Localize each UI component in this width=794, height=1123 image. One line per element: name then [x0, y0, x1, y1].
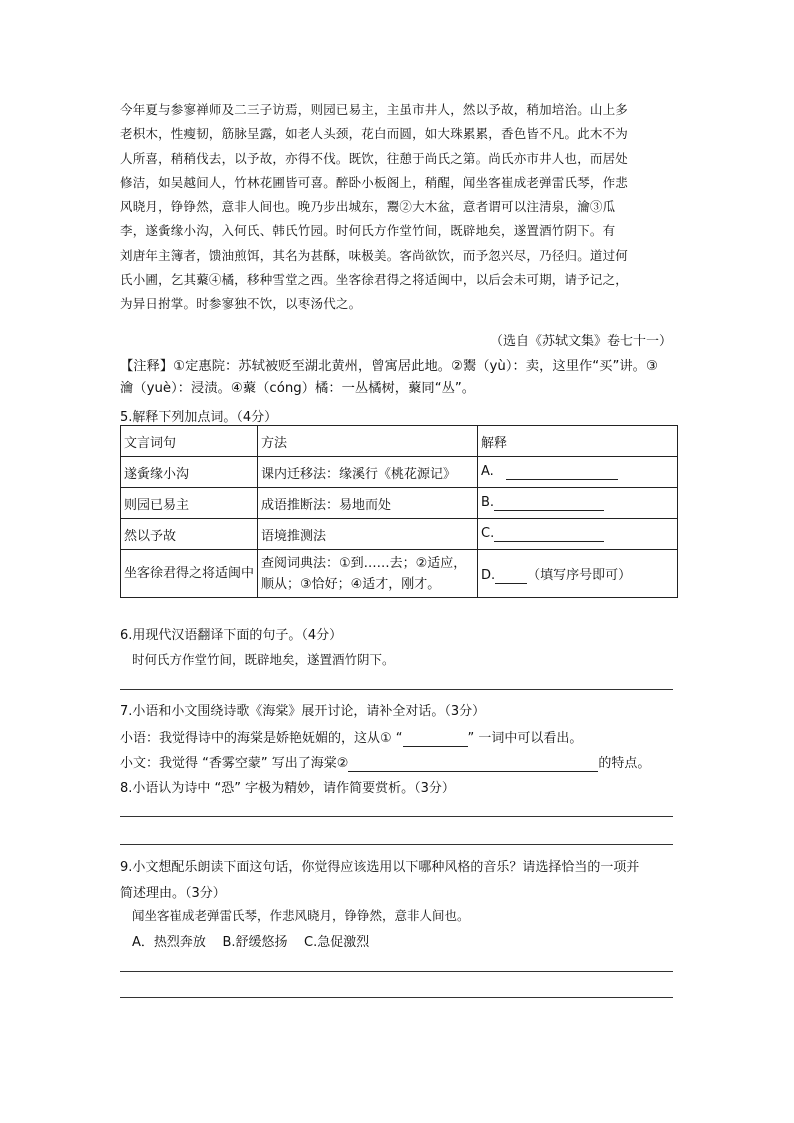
header-phrase: 文言词句 — [121, 426, 258, 457]
answer-label: B. — [481, 495, 495, 510]
question-9-options — [132, 931, 369, 950]
answer-note: （填写序号即可） — [527, 567, 632, 583]
answer-blank-a[interactable] — [506, 464, 618, 480]
answer-line-q9-2[interactable] — [120, 997, 673, 998]
row-phrase: 遂夤缘小沟 — [121, 457, 258, 488]
q7-line2-suffix: 的特点。 — [598, 756, 651, 771]
question-7-line-1 — [120, 727, 582, 747]
question-9-sentence: 闻坐客崔成老弹雷氏琴，作悲风晓月，铮铮然，意非人间也。 — [132, 908, 470, 923]
passage-line: 李，遂夤缘小沟，入何氏、韩氏竹园。时何氏方作堂竹间，既辟地矣，遂置酒竹阴下。有 — [120, 223, 616, 239]
answer-blank-d[interactable] — [495, 568, 527, 584]
table-row — [121, 457, 678, 488]
question-7-title: 7.小语和小文围绕诗歌《海棠》展开讨论，请补全对话。（3分） — [120, 704, 486, 719]
vocab-table — [120, 425, 678, 598]
row-method: 语境推测法 — [258, 519, 478, 550]
table-row — [121, 488, 678, 519]
passage-line: 修洁，如吴越间人，竹林花圃皆可喜。醉卧小板阁上，稍醒，闻坐客崔成老弹雷氏琴，作悲 — [120, 174, 629, 190]
answer-line-q8-1[interactable] — [120, 816, 673, 817]
annotations — [120, 356, 692, 400]
annotation-line-2: 瀹（yuè）：浸渍。④藂（cóng）橘：一丛橘树，藂同“丛”。 — [120, 381, 476, 396]
passage-line: 为异日拊掌。时参寥独不饮，以枣汤代之。 — [120, 296, 362, 312]
header-method: 方法 — [258, 426, 478, 457]
row-method: 查阅词典法：①到……去；②适应，顺从；③恰好；④适才，刚才。 — [258, 550, 478, 598]
table-row — [121, 550, 678, 598]
q7-blank-2[interactable] — [348, 756, 598, 772]
row-phrase: 然以予故 — [121, 519, 258, 550]
header-answer: 解释 — [478, 426, 678, 457]
question-8-title: 8.小语认为诗中 “恐” 字极为精妙，请作简要赏析。（3分） — [120, 781, 455, 796]
answer-line-q9-1[interactable] — [120, 971, 673, 972]
answer-cell — [478, 488, 678, 519]
annotation-line-1: 【注释】①定惠院：苏轼被贬至湖北黄州，曾寓居此地。②鬻（yù）：卖，这里作“买”讲。③ — [120, 359, 658, 374]
q7-blank-1[interactable] — [403, 731, 468, 747]
answer-label: D. — [481, 567, 496, 583]
answer-blank-c[interactable] — [494, 526, 604, 542]
question-5-title: 5.解释下列加点词。（4分） — [120, 410, 278, 425]
table-row — [121, 519, 678, 550]
answer-label: A. — [481, 464, 494, 479]
row-method: 课内迁移法：缘溪行《桃花源记》 — [258, 457, 478, 488]
row-phrase: 则园已易主 — [121, 488, 258, 519]
question-6-title: 6.用现代汉语翻译下面的句子。（4分） — [120, 628, 343, 643]
q7-line2-prefix: 小文：我觉得 “香雾空蒙” 写出了海棠② — [120, 756, 349, 771]
q9-title-line-2: 简述理由。（3分） — [120, 886, 226, 901]
answer-cell — [478, 519, 678, 550]
answer-line-q8-2[interactable] — [120, 844, 673, 845]
row-method: 成语推断法：易地而处 — [258, 488, 478, 519]
question-6-sentence: 时何氏方作堂竹间，既辟地矣，遂置酒竹阴下。 — [132, 652, 395, 667]
answer-cell — [478, 550, 678, 598]
answer-line-q6[interactable] — [120, 689, 673, 690]
question-7-line-2 — [120, 752, 650, 772]
answer-blank-b[interactable] — [494, 495, 604, 511]
table-header-row — [121, 426, 678, 457]
question-9-title — [120, 855, 639, 907]
row-phrase: 坐客徐君得之将适闽中 — [121, 550, 258, 598]
passage-source: （选自《苏轼文集》卷七十一） — [489, 334, 672, 349]
option-c[interactable]: C.急促激烈 — [304, 935, 370, 950]
q7-line1-prefix: 小语：我觉得诗中的海棠是娇艳妩媚的，这从① “ — [120, 731, 403, 746]
passage-line: 今年夏与参寥禅师及二三子访焉，则园已易主，主虽市井人，然以予故，稍加培治。山上多 — [120, 102, 629, 117]
option-a[interactable]: A．热烈奔放 — [132, 935, 206, 950]
answer-cell — [478, 457, 678, 488]
passage-line: 老枳木，性瘦韧，筋脉呈露，如老人头颈，花白而圆，如大珠累累，香色皆不凡。此木不为 — [120, 126, 629, 142]
option-b[interactable]: B.舒缓悠扬 — [222, 935, 288, 950]
passage-line: 风晓月，铮铮然，意非人间也。晚乃步出城东，鬻②大木盆，意者谓可以注清泉，瀹③瓜 — [120, 199, 616, 215]
passage-line: 人所喜，稍稍伐去，以予故，亦得不伐。既饮，往憩于尚氏之第。尚氏亦市井人也，而居处 — [120, 150, 629, 166]
classical-passage — [120, 98, 680, 317]
passage-line: 刘唐年主簿者，馈油煎饵，其名为甚酥，味极美。客尚欲饮，而予忽兴尽，乃径归。道过何 — [120, 247, 629, 263]
q7-line1-suffix: ” 一词中可以看出。 — [467, 731, 583, 746]
passage-line: 氏小圃，乞其藂④橘，移种雪堂之西。坐客徐君得之将适闽中，以后会未可期，请予记之， — [120, 272, 629, 288]
answer-label: C. — [481, 526, 495, 541]
q9-title-line-1: 9.小文想配乐朗读下面这句话，你觉得应该选用以下哪种风格的音乐？请选择恰当的一项并 — [120, 860, 640, 875]
